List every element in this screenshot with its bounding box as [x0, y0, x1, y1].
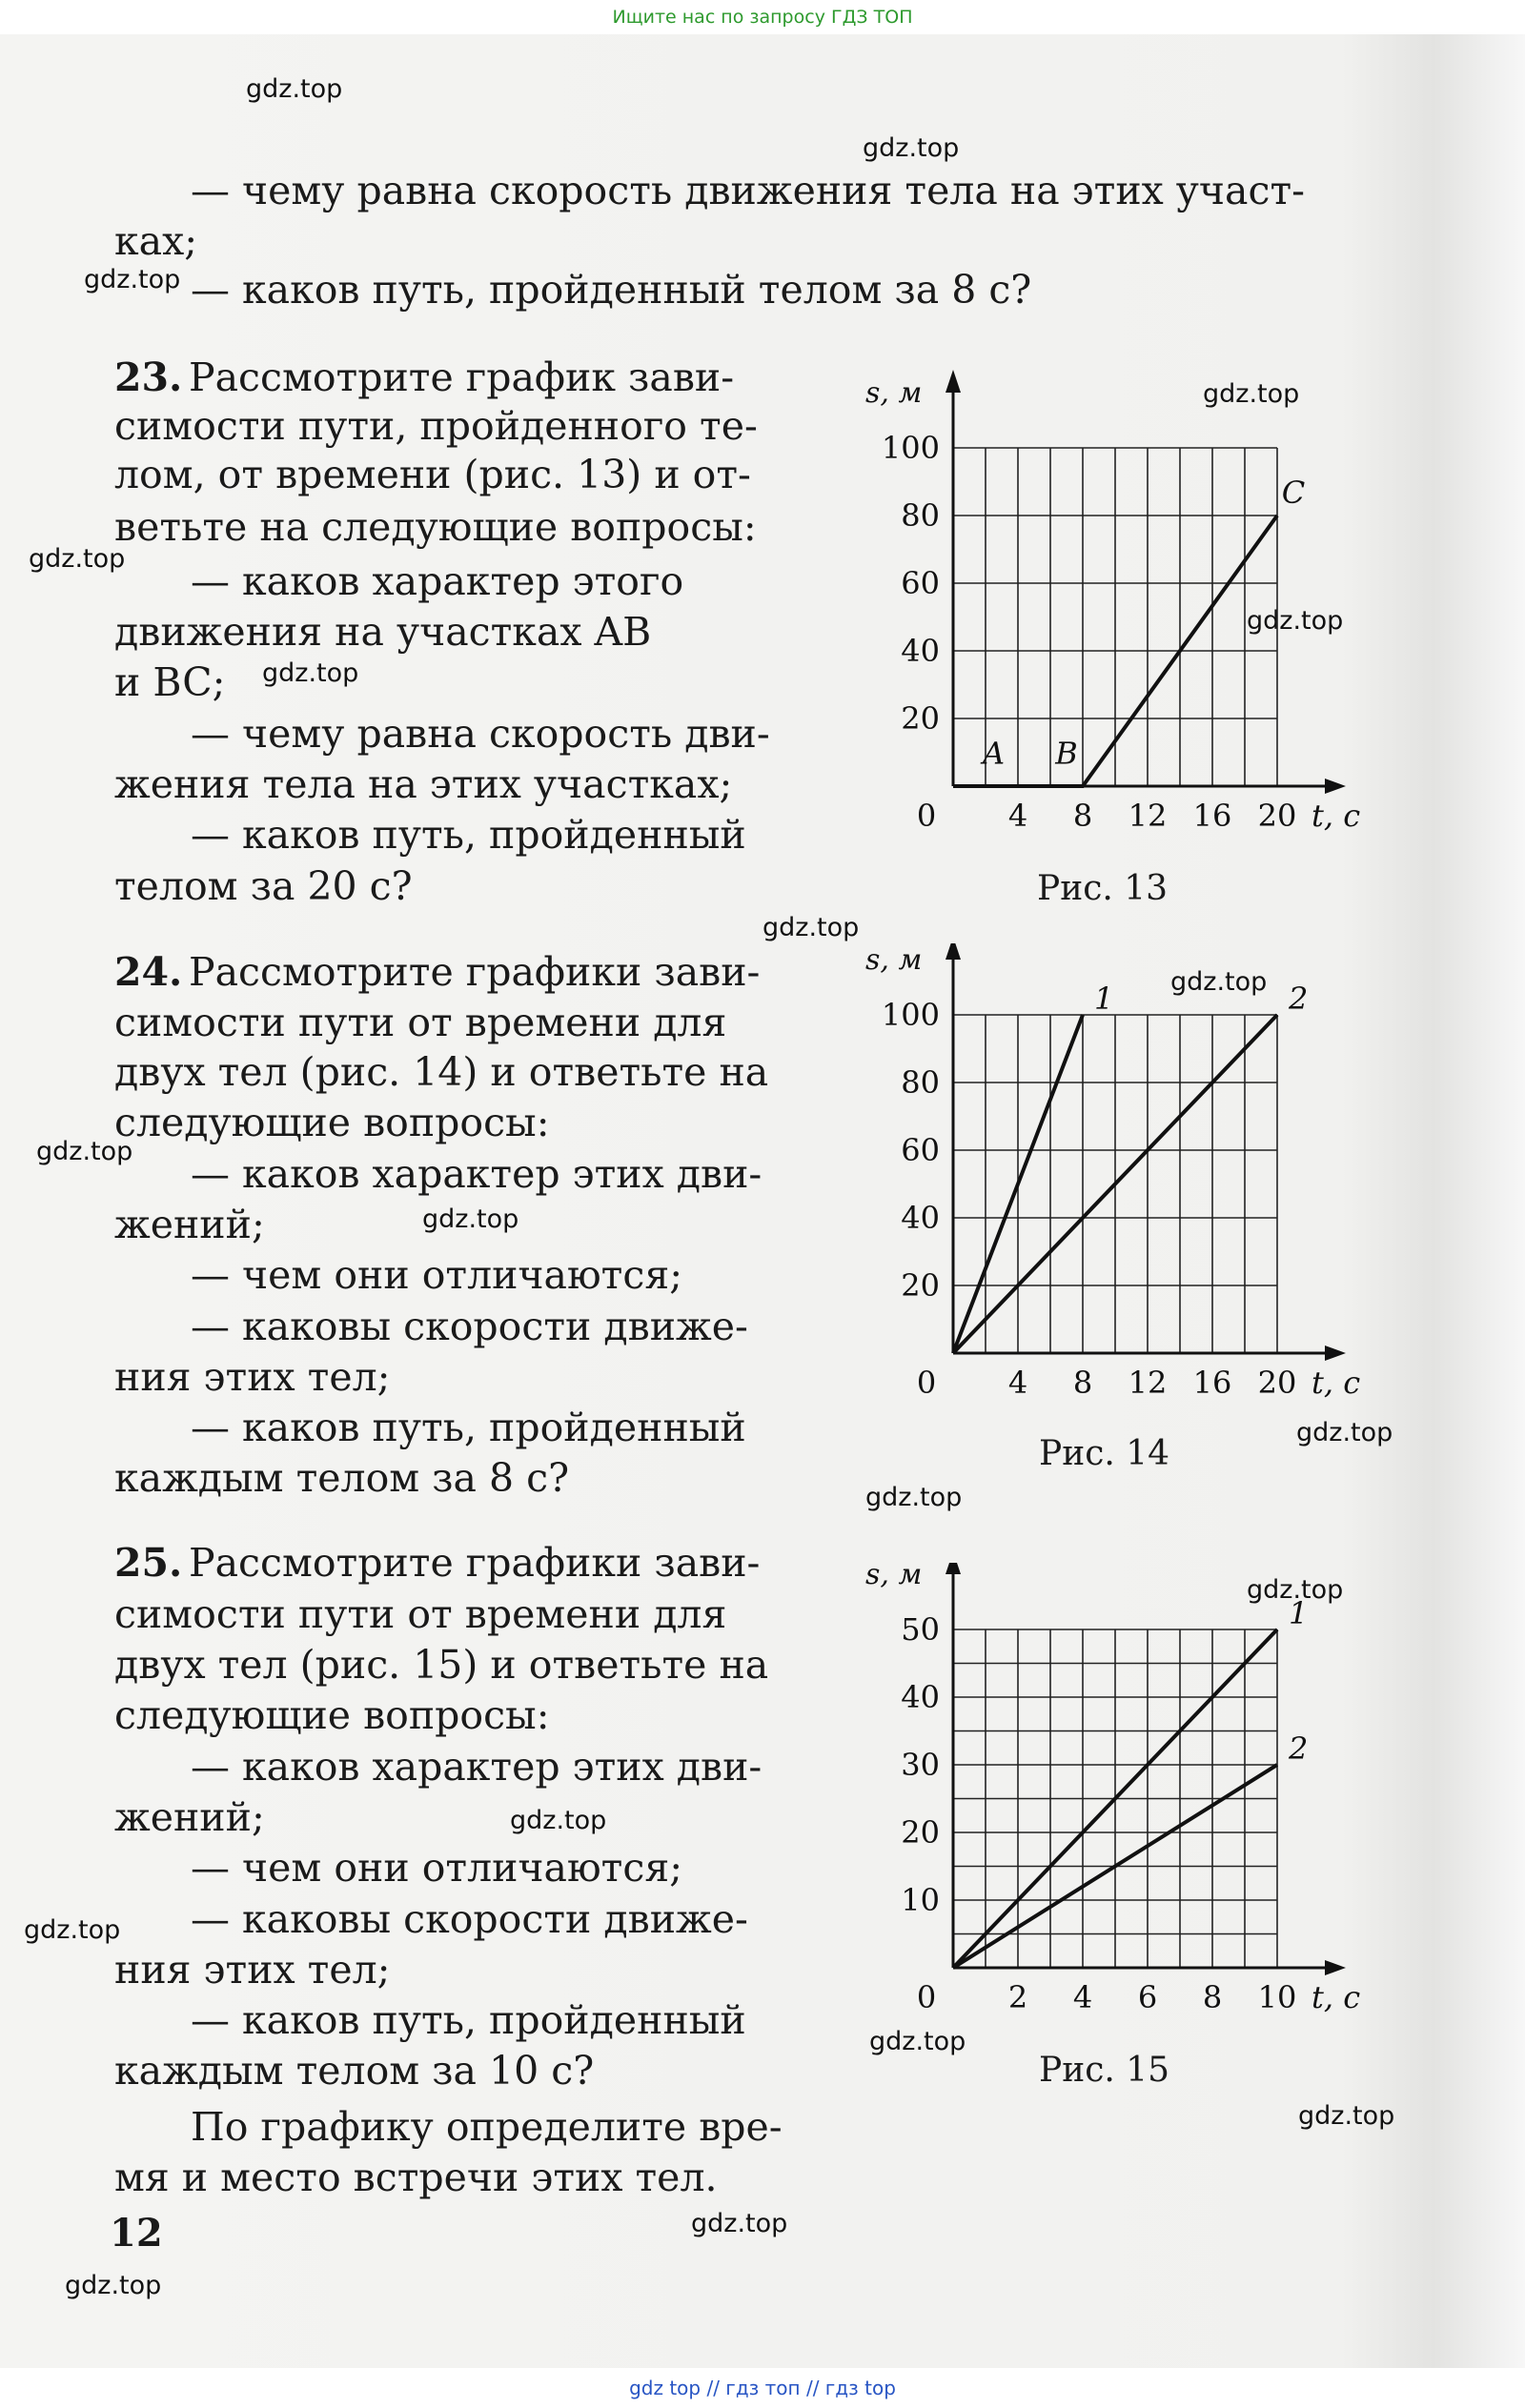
y-tick-label: 60: [901, 565, 940, 601]
x-tick-label: 2: [1007, 1979, 1028, 2015]
text-line: — чем они отличаются;: [191, 1845, 683, 1891]
text-line: симости пути, пройденного те-: [114, 403, 758, 449]
text-line: — каков характер этих дви-: [191, 1744, 762, 1790]
text-line: — каковы скорости движе-: [191, 1896, 748, 1942]
y-tick-label: 20: [901, 1267, 940, 1304]
y-axis-label: s, м: [865, 1563, 923, 1591]
watermark: gdz.top: [865, 1483, 963, 1512]
figure-14-chart: [839, 943, 1372, 1439]
y-tick-label: 40: [901, 1679, 940, 1715]
x-axis-arrow: [1325, 1346, 1346, 1361]
x-tick-label: 16: [1192, 798, 1232, 834]
watermark: gdz.top: [863, 133, 960, 163]
x-tick-label: 6: [1137, 1979, 1158, 2015]
text-line: телом за 20 с?: [114, 863, 413, 909]
text-line: — каков путь, пройденный: [191, 1997, 746, 2043]
text-line: — каков путь, пройденный: [191, 1405, 746, 1450]
y-tick-label: 40: [901, 1200, 940, 1236]
x-axis-arrow: [1325, 779, 1346, 794]
x-tick-label: 12: [1128, 1365, 1168, 1401]
watermark: gdz.top: [84, 265, 181, 294]
series-label-2: 2: [1289, 1730, 1309, 1767]
x-axis-label: t, с: [1312, 1365, 1361, 1401]
text-line: двух тел (рис. 15) и ответьте на: [114, 1642, 769, 1688]
text-line: — чему равна скорость движения тела на этих участ-: [191, 168, 1305, 213]
y-tick-label: 100: [881, 430, 940, 466]
x-axis-label: t, с: [1312, 1979, 1361, 2015]
x-tick-label: 12: [1128, 798, 1168, 834]
text-line: движения на участках AB: [114, 609, 652, 655]
watermark: gdz.top: [1203, 379, 1300, 409]
figure-15-chart: [839, 1563, 1372, 2020]
problem-number-23: 23.: [114, 354, 183, 400]
watermark: gdz.top: [24, 1915, 121, 1945]
figure-14-caption: Рис. 14: [1039, 1434, 1170, 1473]
x-tick-label: 4: [1072, 1979, 1093, 2015]
watermark: gdz.top: [246, 74, 343, 104]
point-label-C: C: [1281, 474, 1306, 511]
y-axis-arrow: [946, 943, 961, 960]
text-line: симости пути от времени для: [114, 1591, 727, 1637]
text-line: ветьте на следующие вопросы:: [114, 504, 757, 550]
watermark: gdz.top: [29, 544, 126, 574]
x-tick-label: 10: [1257, 1979, 1297, 2015]
y-tick-label: 50: [901, 1611, 940, 1648]
x-tick-label: 20: [1257, 1365, 1297, 1401]
x-axis-arrow: [1325, 1960, 1346, 1975]
watermark: gdz.top: [1298, 2101, 1395, 2131]
text-line: — каков характер этих дви-: [191, 1151, 762, 1197]
y-axis-arrow: [946, 370, 961, 393]
x-tick-label: 0: [916, 1979, 937, 2015]
watermark: gdz.top: [262, 658, 359, 688]
text-line: По графику определите вре-: [191, 2104, 783, 2150]
top-banner: [0, 0, 1525, 34]
watermark: gdz.top: [869, 2027, 966, 2056]
bottom-banner: [0, 2368, 1525, 2408]
text-line: каждым телом за 8 с?: [114, 1455, 570, 1501]
text-line: — чем они отличаются;: [191, 1252, 683, 1298]
y-tick-label: 20: [901, 1814, 940, 1851]
watermark: gdz.top: [691, 2209, 788, 2238]
figure-13-caption: Рис. 13: [1037, 869, 1169, 908]
watermark: gdz.top: [1247, 1575, 1344, 1605]
y-tick-label: 20: [901, 700, 940, 737]
y-tick-label: 30: [901, 1747, 940, 1783]
point-label-A: A: [982, 735, 1006, 772]
text-line: — каков путь, пройденный: [191, 812, 746, 858]
x-tick-label: 8: [1072, 798, 1093, 834]
x-tick-label: 20: [1257, 798, 1297, 834]
text-line: жений;: [114, 1794, 265, 1840]
text-line: Рассмотрите график зави-: [189, 354, 735, 400]
watermark: gdz.top: [1296, 1418, 1393, 1447]
problem-number-24: 24.: [114, 949, 183, 995]
text-line: мя и место встречи этих тел.: [114, 2155, 718, 2200]
text-line: Рассмотрите графики зави-: [189, 1540, 761, 1586]
y-axis-label: s, м: [865, 943, 923, 977]
text-line: следующие вопросы:: [114, 1100, 550, 1145]
text-line: и BC;: [114, 659, 226, 705]
watermark: gdz.top: [36, 1137, 133, 1166]
y-axis-arrow: [946, 1563, 961, 1574]
text-line: ках;: [114, 218, 198, 264]
text-line: — каков характер этого: [191, 558, 684, 604]
x-tick-label: 16: [1192, 1365, 1232, 1401]
top-banner-text: Ищите нас по запросу ГДЗ ТОП: [612, 7, 913, 28]
text-line: — чему равна скорость дви-: [191, 711, 770, 757]
watermark: gdz.top: [1170, 967, 1268, 997]
x-tick-label: 0: [916, 1365, 937, 1401]
watermark: gdz.top: [422, 1204, 519, 1234]
series-label-2: 2: [1289, 981, 1309, 1017]
bottom-banner-text: gdz top // гдз топ // гдз top: [629, 2377, 896, 2399]
figure-13-chart: [839, 367, 1372, 862]
text-line: Рассмотрите графики зави-: [189, 949, 761, 995]
text-line: — каков путь, пройденный телом за 8 с?: [191, 267, 1032, 313]
y-tick-label: 60: [901, 1132, 940, 1168]
point-label-B: B: [1055, 735, 1078, 772]
watermark: gdz.top: [510, 1806, 607, 1835]
text-line: жения тела на этих участках;: [114, 761, 733, 807]
watermark: gdz.top: [762, 913, 860, 942]
text-line: — каковы скорости движе-: [191, 1304, 748, 1349]
text-line: двух тел (рис. 14) и ответьте на: [114, 1049, 769, 1095]
text-line: симости пути от времени для: [114, 1000, 727, 1045]
watermark: gdz.top: [65, 2271, 162, 2300]
x-axis-label: t, с: [1312, 798, 1361, 834]
series-label-1: 1: [1289, 1595, 1309, 1631]
problem-number-25: 25.: [114, 1540, 183, 1586]
text-line: лом, от времени (рис. 13) и от-: [114, 452, 751, 497]
y-tick-label: 10: [901, 1882, 940, 1918]
y-tick-label: 100: [881, 997, 940, 1033]
watermark: gdz.top: [1247, 606, 1344, 636]
text-line: следующие вопросы:: [114, 1692, 550, 1738]
page-number: 12: [110, 2211, 163, 2256]
text-line: жений;: [114, 1202, 265, 1247]
text-line: ния этих тел;: [114, 1947, 391, 1993]
series-label-1: 1: [1094, 981, 1114, 1017]
y-tick-label: 40: [901, 633, 940, 669]
x-tick-label: 0: [916, 798, 937, 834]
x-tick-label: 8: [1072, 1365, 1093, 1401]
text-line: каждым телом за 10 с?: [114, 2048, 595, 2094]
figure-15-caption: Рис. 15: [1039, 2051, 1170, 2090]
x-tick-label: 4: [1007, 1365, 1028, 1401]
y-tick-label: 80: [901, 497, 940, 534]
text-line: ния этих тел;: [114, 1354, 391, 1400]
x-tick-label: 8: [1202, 1979, 1223, 2015]
y-tick-label: 80: [901, 1064, 940, 1101]
y-axis-label: s, м: [865, 376, 923, 410]
x-tick-label: 4: [1007, 798, 1028, 834]
